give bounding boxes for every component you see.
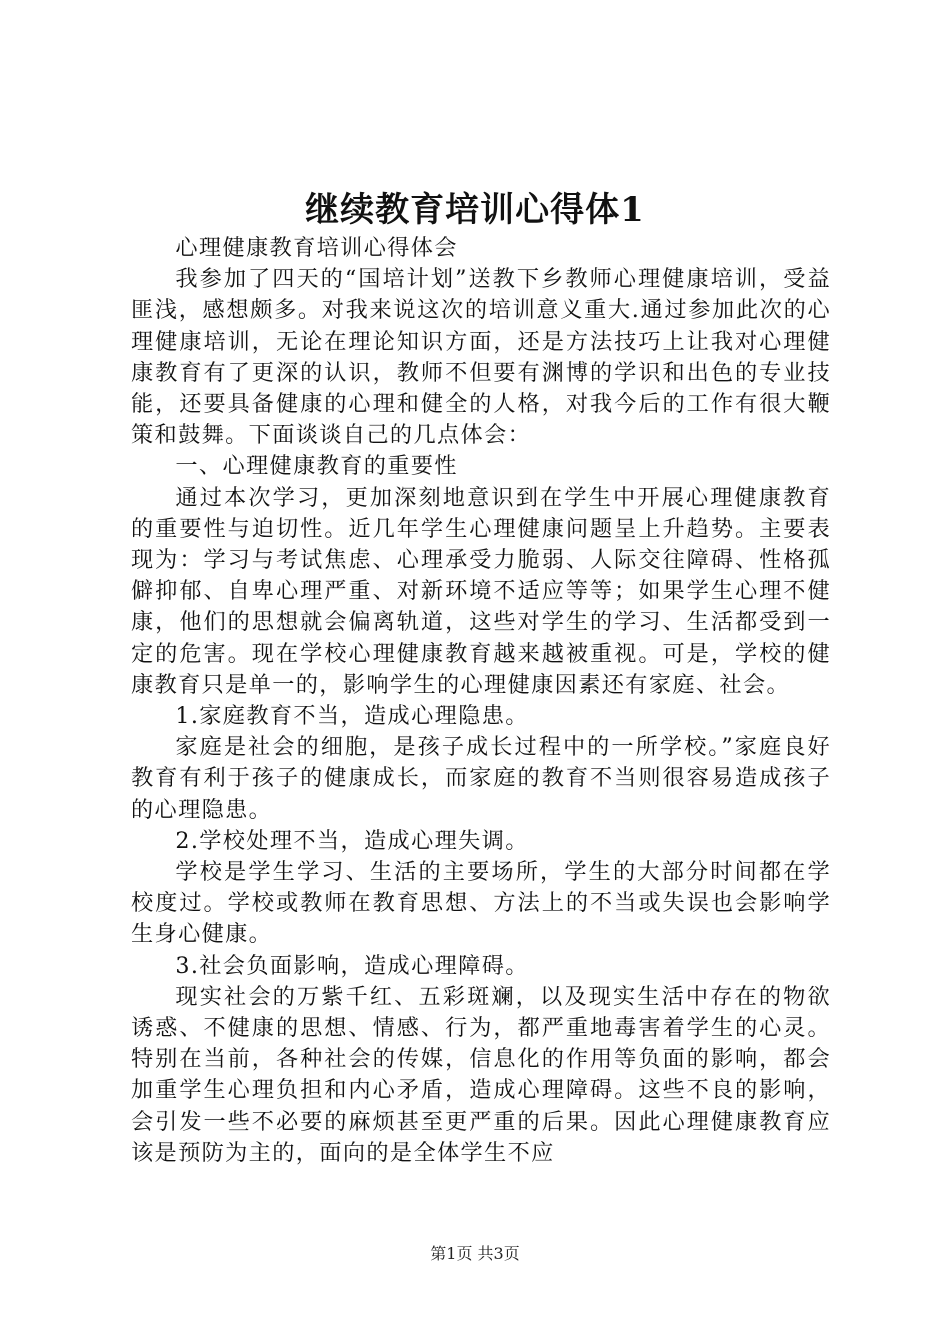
subsection-heading: 2.学校处理不当，造成心理失调。	[175, 827, 529, 854]
document-body	[131, 233, 831, 1169]
subtitle-paragraph: 心理健康教育培训心得体会	[175, 235, 458, 261]
page-footer: 第1页 共3页	[430, 1244, 520, 1263]
section-heading: 一、心理健康教育的重要性	[175, 453, 458, 480]
subsection-heading: 1.家庭教育不当，造成心理隐患。	[175, 703, 529, 730]
body-paragraph: 现实社会的万紫千红、五彩斑斓，以及现实生活中存在的物欲诱惑、不健康的思想、情感、行为，都严重地毒害着学生的心灵。特别在当前，各种社会的传媒，信息化的作用等负面的影响，都会加重学生心理负担和内心矛盾，造成心理障碍。这些不良的影响，会引发一些不必要的麻烦甚至更严重的后果。因此心理健康教育应该是预防为主的，面向的是全体学生不应	[131, 983, 831, 1166]
body-paragraph: 家庭是社会的细胞，是孩子成长过程中的一所学校。”家庭良好教育有利于孩子的健康成长，而家庭的教育不当则很容易造成孩子的心理隐患。	[131, 734, 831, 823]
document-title: 继续教育培训心得体1	[305, 190, 645, 230]
body-paragraph: 通过本次学习，更加深刻地意识到在学生中开展心理健康教育的重要性与迫切性。近几年学生心理健康问题呈上升趋势。主要表现为：学习与考试焦虑、心理承受力脆弱、人际交往障碍、性格孤僻抑郁、自卑心理严重、对新环境不适应等等；如果学生心理不健康，他们的思想就会偏离轨道，这些对学生的学习、生活都受到一定的危害。现在学校心理健康教育越来越被重视。可是，学校的健康教育只是单一的，影响学生的心理健康因素还有家庭、社会。	[131, 484, 831, 698]
body-paragraph: 我参加了四天的“国培计划”送教下乡教师心理健康培训，受益匪浅，感想颇多。对我来说这次的培训意义重大.通过参加此次的心理健康培训，无论在理论知识方面，还是方法技巧上让我对心理健康教育有了更深的认识，教师不但要有渊博的学识和出色的专业技能，还要具备健康的心理和健全的人格，对我今后的工作有很大鞭策和鼓舞。下面谈谈自己的几点体会：	[131, 266, 831, 449]
subsection-heading: 3.社会负面影响，造成心理障碍。	[175, 952, 529, 979]
body-paragraph: 学校是学生学习、生活的主要场所，学生的大部分时间都在学校度过。学校或教师在教育思想、方法上的不当或失误也会影响学生身心健康。	[131, 859, 831, 948]
